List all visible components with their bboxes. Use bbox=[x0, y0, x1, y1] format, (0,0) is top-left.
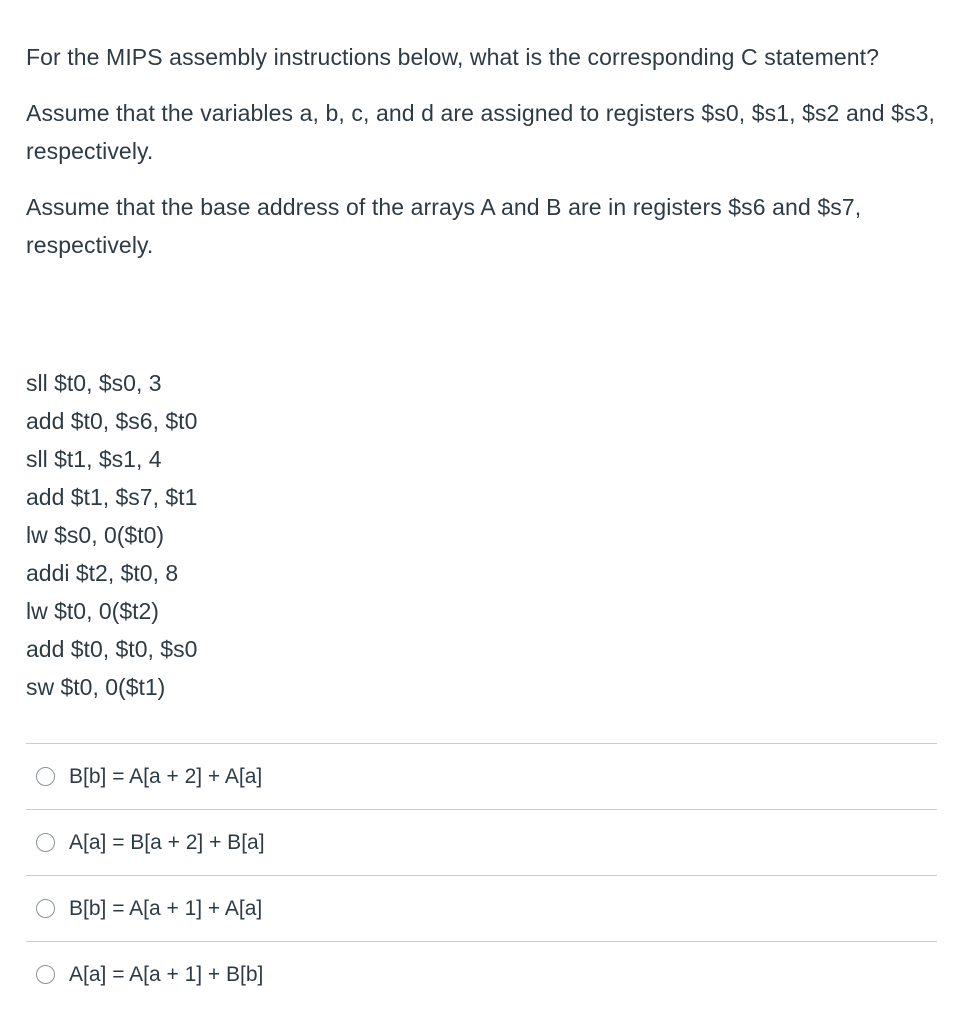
answer-label[interactable]: A[a] = B[a + 2] + B[a] bbox=[69, 830, 265, 854]
answer-label[interactable]: A[a] = A[a + 1] + B[b] bbox=[69, 962, 264, 986]
question-prompt: For the MIPS assembly instructions below, what is the corresponding C statement? bbox=[26, 44, 880, 70]
radio-button[interactable] bbox=[36, 767, 55, 786]
register-assumption: Assume that the variables a, b, c, and d are assigned to registers $s0, $s1, $s2 and $s3, respectively. bbox=[26, 100, 935, 164]
answer-options bbox=[26, 743, 937, 1007]
answer-option-4[interactable] bbox=[26, 941, 937, 1007]
array-assumption: Assume that the base address of the arrays A and B are in registers $s6 and $s7, respectively. bbox=[26, 194, 862, 258]
code-line: lw $s0, 0($t0) bbox=[26, 522, 165, 548]
answer-option-2[interactable] bbox=[26, 809, 937, 875]
code-line: add $t0, $s6, $t0 bbox=[26, 408, 198, 434]
answer-label[interactable]: B[b] = A[a + 1] + A[a] bbox=[69, 896, 263, 920]
code-line: addi $t2, $t0, 8 bbox=[26, 560, 179, 586]
radio-button[interactable] bbox=[36, 965, 55, 984]
radio-button[interactable] bbox=[36, 899, 55, 918]
code-line: add $t0, $t0, $s0 bbox=[26, 636, 198, 662]
question-text bbox=[26, 38, 938, 282]
assembly-code-block bbox=[26, 364, 626, 706]
code-line: add $t1, $s7, $t1 bbox=[26, 484, 198, 510]
code-line: sll $t1, $s1, 4 bbox=[26, 446, 162, 472]
radio-button[interactable] bbox=[36, 833, 55, 852]
code-line: sw $t0, 0($t1) bbox=[26, 674, 166, 700]
code-line: sll $t0, $s0, 3 bbox=[26, 370, 162, 396]
answer-option-3[interactable] bbox=[26, 875, 937, 941]
answer-option-1[interactable] bbox=[26, 743, 937, 809]
answer-label[interactable]: B[b] = A[a + 2] + A[a] bbox=[69, 764, 263, 788]
code-line: lw $t0, 0($t2) bbox=[26, 598, 159, 624]
